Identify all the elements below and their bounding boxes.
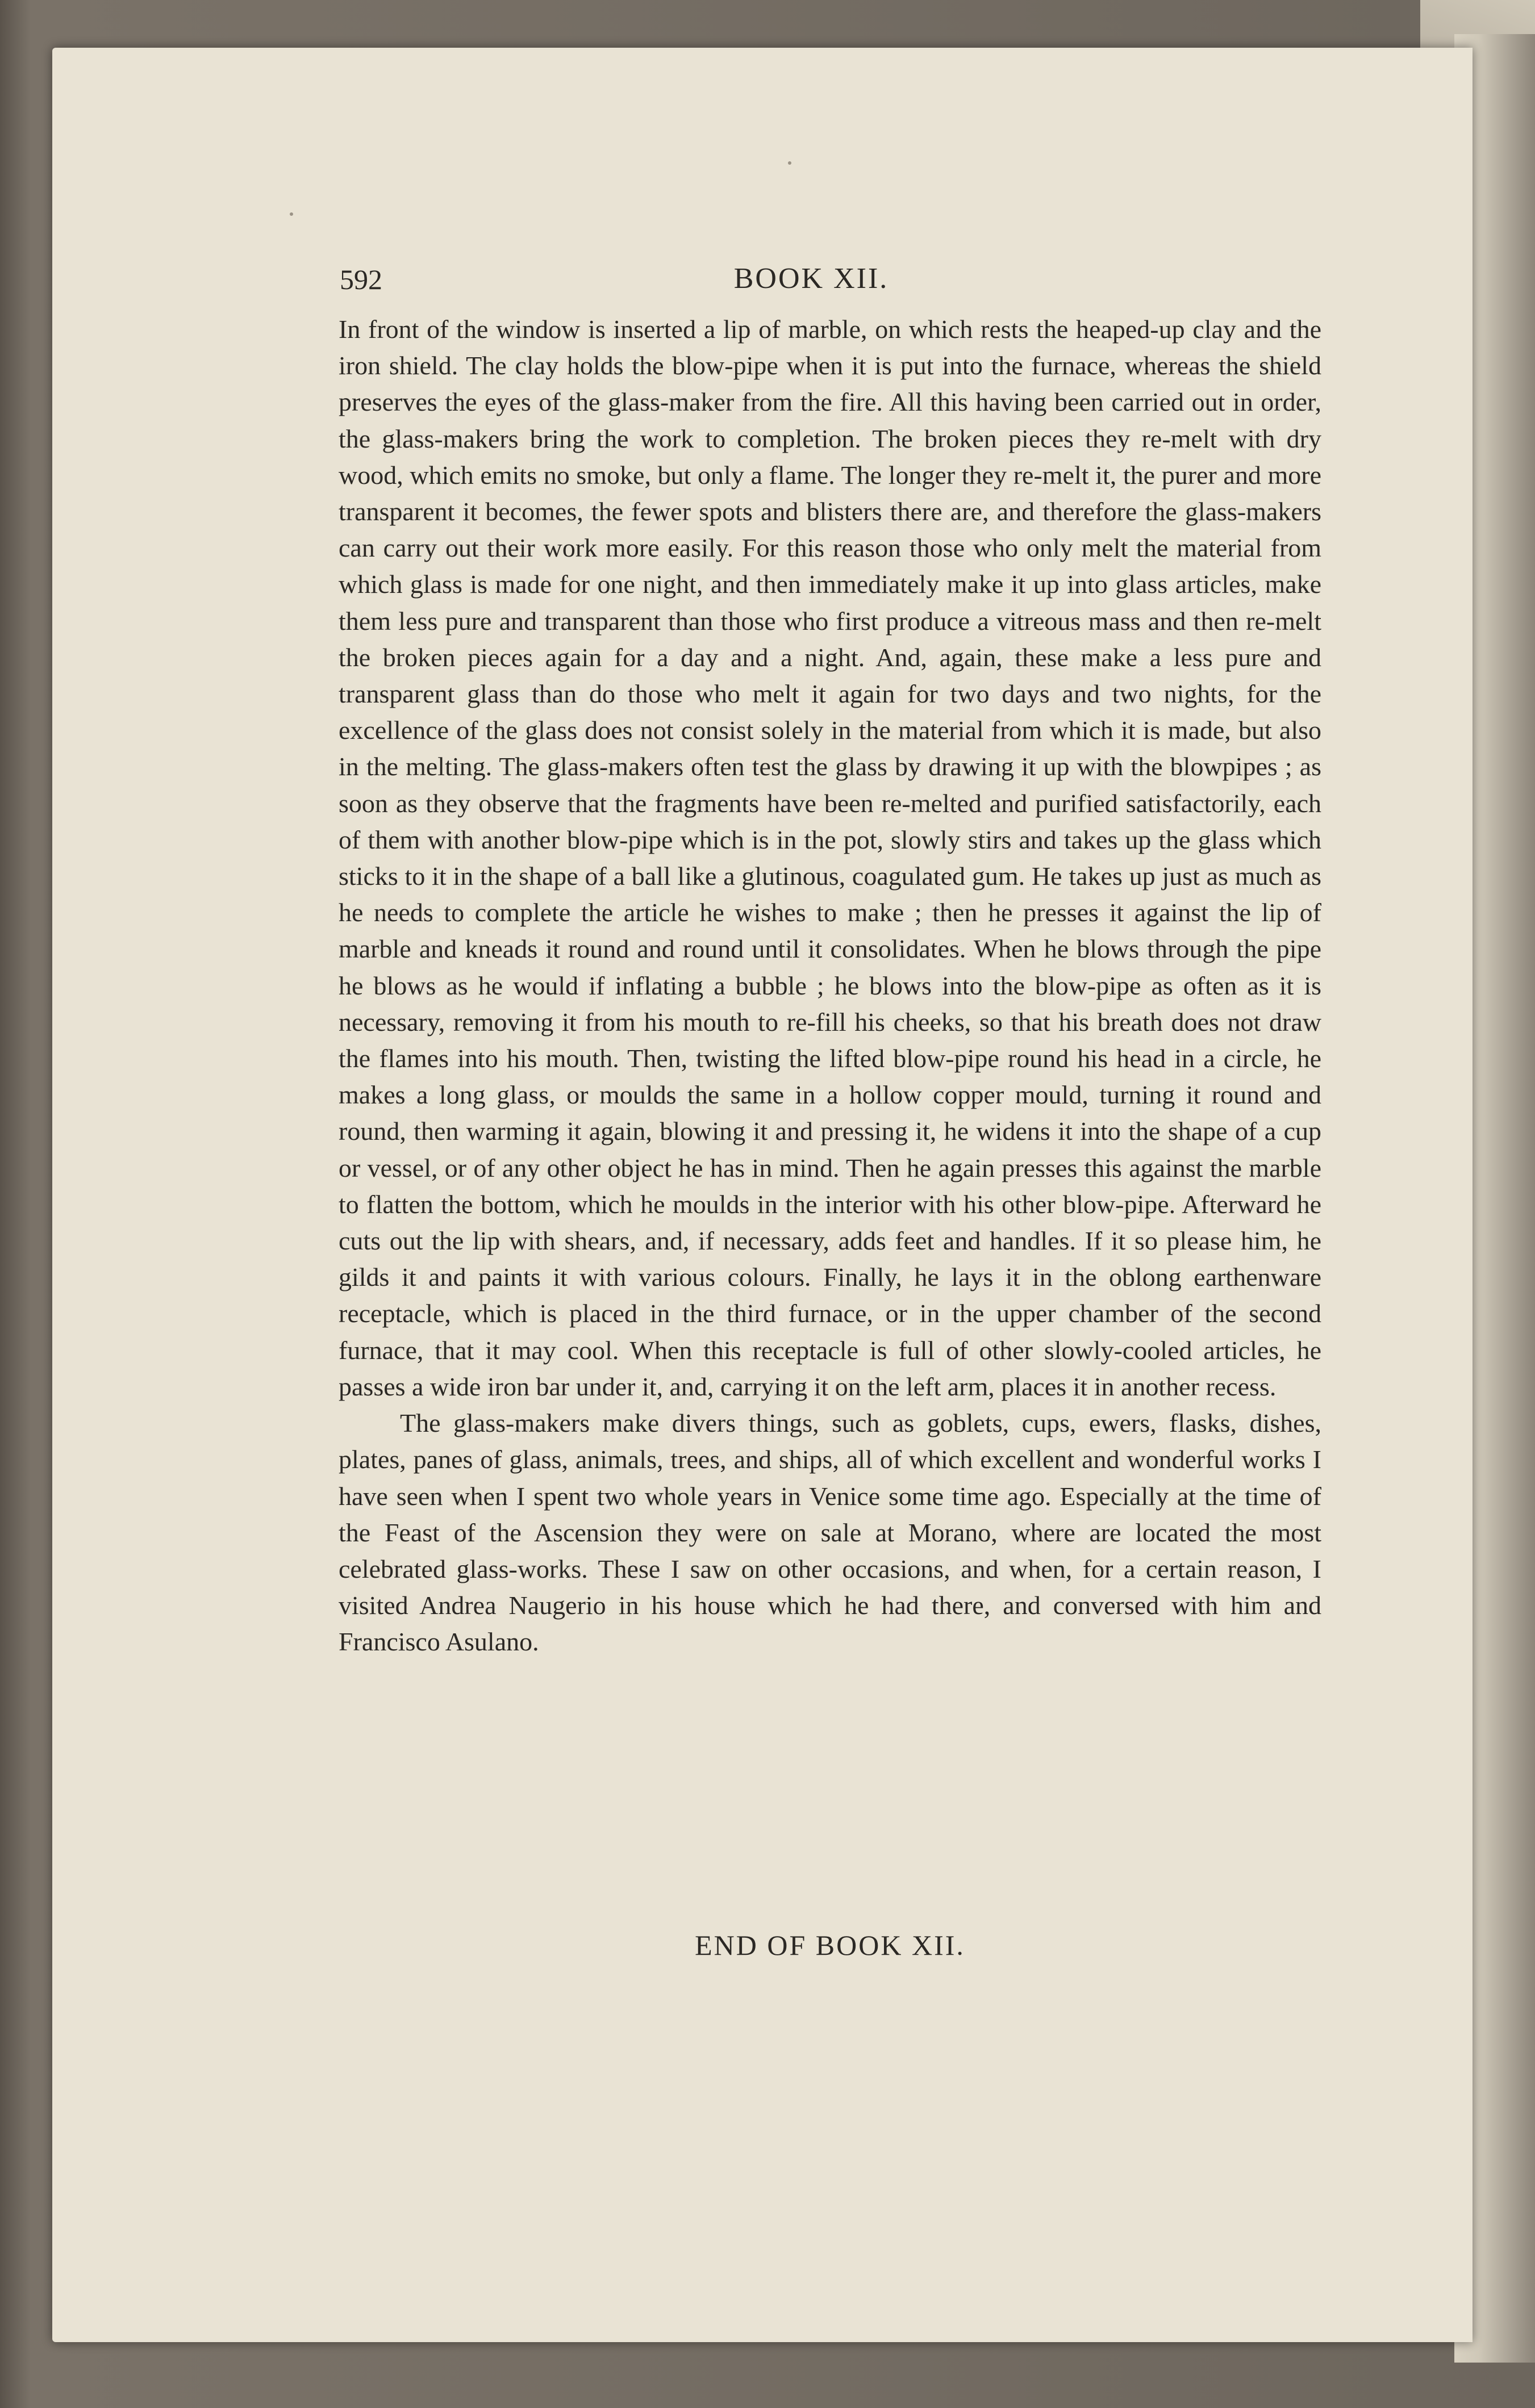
- end-of-book-line: END OF BOOK XII.: [695, 1929, 965, 1961]
- paragraph: In front of the window is inserted a lip of marble, on which rests the heaped-up clay and the iron shield. The clay holds the blow-pipe when it is put into the furnace, whereas the shield preserves the eyes of the glass-maker from the fire. All this having been carried out in order, the glass-makers bring the work to completion. The broken pieces they re-melt with dry wood, which emits no smoke, but only a flame. The longer they re-melt it, the purer and more transparent it becomes, the fewer spots and blisters there are, and therefore the glass-makers can carry out their work more easily. For this reason those who only melt the material from which glass is made for one night, and then immediately make it up into glass articles, make them less pure and transparent than those who first produce a vitreous mass and then re-melt the broken pieces again for a day and a night. And, again, these make a less pure and transparent glass than do those who melt it again for two days and two nights, for the excellence of the glass does not consist solely in the material from which it is made, but also in the melting. The glass-makers often test the glass by drawing it up with the blowpipes ; as soon as they observe that the fragments have been re-melted and purified satisfactorily, each of them with another blow-pipe which is in the pot, slowly stirs and takes up the glass which sticks to it in the shape of a ball like a glutinous, coagulated gum. He takes up just as much as he needs to complete the article he wishes to make ; then he presses it against the lip of marble and kneads it round and round until it consolidates. When he blows through the pipe he blows as he would if inflating a bubble ; he blows into the blow-pipe as often as it is necessary, removing it from his mouth to re-fill his cheeks, so that his breath does not draw the flames into his mouth. Then, twisting the lifted blow-pipe round his head in a circle, he makes a long glass, or moulds the same in a hollow copper mould, turning it round and round, then warming it again, blowing it and pressing it, he widens it into the shape of a cup or vessel, or of any other object he has in mind. Then he again presses this against the marble to flatten the bottom, which he moulds in the interior with his other blow-pipe. Afterward he cuts out the lip with shears, and, if necessary, adds feet and handles. If it so please him, he gilds it and paints it with various colours. Finally, he lays it in the oblong earthenware receptacle, which is placed in the third furnace, or in the upper chamber of the second furnace, that it may cool. When this receptacle is full of other slowly-cooled articles, he passes a wide iron bar under it, and, carrying it on the left arm, places it in another recess.: [339, 315, 1321, 1401]
- paper-fleck: [788, 161, 791, 165]
- page-number: 592: [340, 264, 382, 295]
- paper-fleck: [290, 212, 293, 216]
- running-head: [340, 258, 1317, 304]
- paragraph: The glass-makers make divers things, such as goblets, cups, ewers, flasks, dishes, plates, panes of glass, animals, trees, and ships, all of which excellent and wonderful works I have seen when I spent two whole years in Venice some time ago. Especially at the time of the Feast of the Ascension they were on sale at Morano, where are located the most celebrated glass-works. These I saw on other occasions, and when, for a certain reason, I visited Andrea Naugerio in his house which he had there, and conversed with him and Francisco Asulano.: [339, 1408, 1321, 1657]
- running-title: BOOK XII.: [733, 262, 889, 295]
- body-text: [339, 311, 1321, 1661]
